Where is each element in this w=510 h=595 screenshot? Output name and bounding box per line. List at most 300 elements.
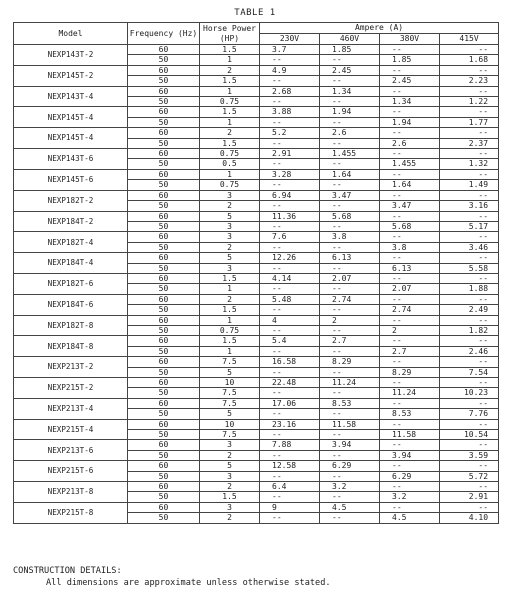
ampere-380v-cell: -- — [380, 65, 440, 75]
ampere-415v-cell: 2.91 — [440, 492, 499, 502]
ampere-230v-cell: -- — [260, 159, 320, 169]
frequency-cell: 60 — [128, 315, 200, 325]
model-cell: NEXP213T-4 — [14, 398, 128, 419]
ampere-230v-cell: -- — [260, 55, 320, 65]
frequency-cell: 60 — [128, 357, 200, 367]
ampere-380v-cell: 1.85 — [380, 55, 440, 65]
model-cell: NEXP182T-8 — [14, 315, 128, 336]
ampere-460v-cell: 11.24 — [320, 378, 380, 388]
ampere-415v-cell: 1.88 — [440, 284, 499, 294]
ampere-415v-cell: 7.76 — [440, 409, 499, 419]
ampere-460v-cell: 2.7 — [320, 336, 380, 346]
frequency-cell: 60 — [128, 211, 200, 221]
ampere-460v-cell: 3.47 — [320, 190, 380, 200]
ampere-415v-cell: -- — [440, 190, 499, 200]
frequency-cell: 60 — [128, 232, 200, 242]
ampere-380v-cell: -- — [380, 461, 440, 471]
ampere-415v-cell: 2.46 — [440, 346, 499, 356]
header-row-top — [14, 23, 499, 34]
ampere-380v-cell: -- — [380, 149, 440, 159]
ampere-380v-cell: 8.53 — [380, 409, 440, 419]
ampere-380v-cell: -- — [380, 378, 440, 388]
horse-power-cell: 1.5 — [200, 273, 260, 283]
ampere-415v-cell: -- — [440, 169, 499, 179]
ampere-230v-cell: -- — [260, 388, 320, 398]
ampere-230v-cell: -- — [260, 117, 320, 127]
frequency-cell: 50 — [128, 305, 200, 315]
header-380v: 380V — [380, 34, 440, 45]
horse-power-cell: 2 — [200, 201, 260, 211]
frequency-cell: 50 — [128, 284, 200, 294]
frequency-cell: 50 — [128, 325, 200, 335]
table-row — [14, 149, 499, 159]
ampere-230v-cell: 7.6 — [260, 232, 320, 242]
ampere-415v-cell: 2.23 — [440, 76, 499, 86]
ampere-415v-cell: -- — [440, 273, 499, 283]
table-row — [14, 336, 499, 346]
horse-power-cell: 2 — [200, 513, 260, 523]
frequency-cell: 60 — [128, 273, 200, 283]
ampere-415v-cell: -- — [440, 107, 499, 117]
table-row — [14, 45, 499, 55]
frequency-cell: 60 — [128, 378, 200, 388]
header-horse-power: Horse Power (HP) — [200, 23, 260, 45]
ampere-230v-cell: -- — [260, 138, 320, 148]
model-cell: NEXP215T-8 — [14, 502, 128, 523]
frequency-cell: 50 — [128, 180, 200, 190]
ampere-415v-cell: 10.54 — [440, 430, 499, 440]
horse-power-cell: 0.75 — [200, 97, 260, 107]
ampere-415v-cell: -- — [440, 128, 499, 138]
ampere-460v-cell: 6.13 — [320, 253, 380, 263]
frequency-cell: 50 — [128, 117, 200, 127]
table-row — [14, 107, 499, 117]
ampere-415v-cell: -- — [440, 482, 499, 492]
ampere-380v-cell: -- — [380, 502, 440, 512]
horse-power-cell: 1.5 — [200, 492, 260, 502]
table-row — [14, 273, 499, 283]
ampere-380v-cell: 1.455 — [380, 159, 440, 169]
ampere-460v-cell: 1.85 — [320, 45, 380, 55]
ampere-460v-cell: -- — [320, 138, 380, 148]
ampere-415v-cell: 3.16 — [440, 201, 499, 211]
ampere-230v-cell: 16.58 — [260, 357, 320, 367]
ampere-230v-cell: -- — [260, 450, 320, 460]
ampere-460v-cell: -- — [320, 159, 380, 169]
model-cell: NEXP182T-6 — [14, 273, 128, 294]
frequency-cell: 60 — [128, 419, 200, 429]
horse-power-cell: 1.5 — [200, 76, 260, 86]
ampere-460v-cell: 2.74 — [320, 294, 380, 304]
ampere-460v-cell: 3.94 — [320, 440, 380, 450]
ampere-380v-cell: -- — [380, 419, 440, 429]
ampere-380v-cell: 2.45 — [380, 76, 440, 86]
ampere-230v-cell: 5.2 — [260, 128, 320, 138]
horse-power-cell: 1 — [200, 86, 260, 96]
frequency-cell: 50 — [128, 242, 200, 252]
ampere-460v-cell: -- — [320, 305, 380, 315]
frequency-cell: 60 — [128, 294, 200, 304]
ampere-415v-cell: -- — [440, 45, 499, 55]
frequency-cell: 60 — [128, 398, 200, 408]
ampere-230v-cell: -- — [260, 242, 320, 252]
horse-power-cell: 0.5 — [200, 159, 260, 169]
horse-power-cell: 1 — [200, 55, 260, 65]
ampere-415v-cell: -- — [440, 378, 499, 388]
ampere-415v-cell: 5.58 — [440, 263, 499, 273]
ampere-380v-cell: -- — [380, 107, 440, 117]
horse-power-cell: 2 — [200, 294, 260, 304]
frequency-cell: 50 — [128, 221, 200, 231]
model-cell: NEXP184T-8 — [14, 336, 128, 357]
ampere-380v-cell: 6.29 — [380, 471, 440, 481]
frequency-cell: 50 — [128, 55, 200, 65]
horse-power-cell: 1 — [200, 346, 260, 356]
ampere-380v-cell: -- — [380, 336, 440, 346]
ampere-415v-cell: 1.22 — [440, 97, 499, 107]
ampere-230v-cell: 7.88 — [260, 440, 320, 450]
frequency-cell: 50 — [128, 97, 200, 107]
ampere-230v-cell: 3.7 — [260, 45, 320, 55]
model-cell: NEXP182T-4 — [14, 232, 128, 253]
horse-power-cell: 1.5 — [200, 138, 260, 148]
ampere-415v-cell: -- — [440, 461, 499, 471]
ampere-460v-cell: 5.68 — [320, 211, 380, 221]
ampere-460v-cell: -- — [320, 284, 380, 294]
horse-power-cell: 7.5 — [200, 357, 260, 367]
ampere-380v-cell: -- — [380, 357, 440, 367]
horse-power-cell: 5 — [200, 211, 260, 221]
ampere-230v-cell: -- — [260, 430, 320, 440]
ampere-460v-cell: -- — [320, 242, 380, 252]
ampere-380v-cell: 2.6 — [380, 138, 440, 148]
ampere-460v-cell: 1.94 — [320, 107, 380, 117]
frequency-cell: 50 — [128, 138, 200, 148]
table-row — [14, 253, 499, 263]
frequency-cell: 50 — [128, 450, 200, 460]
ampere-230v-cell: 22.48 — [260, 378, 320, 388]
frequency-cell: 60 — [128, 461, 200, 471]
horse-power-cell: 1 — [200, 169, 260, 179]
ampere-230v-cell: -- — [260, 367, 320, 377]
horse-power-cell: 1.5 — [200, 45, 260, 55]
ampere-230v-cell: -- — [260, 180, 320, 190]
frequency-cell: 60 — [128, 86, 200, 96]
ampere-460v-cell: 3.8 — [320, 232, 380, 242]
horse-power-cell: 3 — [200, 440, 260, 450]
ampere-230v-cell: 4.9 — [260, 65, 320, 75]
ampere-380v-cell: -- — [380, 273, 440, 283]
horse-power-cell: 1 — [200, 284, 260, 294]
ampere-230v-cell: -- — [260, 284, 320, 294]
ampere-415v-cell: 5.17 — [440, 221, 499, 231]
table-row — [14, 86, 499, 96]
ampere-380v-cell: 11.58 — [380, 430, 440, 440]
frequency-cell: 60 — [128, 65, 200, 75]
ampere-380v-cell: -- — [380, 45, 440, 55]
table-row — [14, 128, 499, 138]
horse-power-cell: 1.5 — [200, 107, 260, 117]
model-cell: NEXP215T-2 — [14, 378, 128, 399]
ampere-230v-cell: 2.91 — [260, 149, 320, 159]
ampere-230v-cell: 4 — [260, 315, 320, 325]
ampere-230v-cell: -- — [260, 97, 320, 107]
model-cell: NEXP145T-4 — [14, 128, 128, 149]
table-row — [14, 169, 499, 179]
ampere-380v-cell: 2.07 — [380, 284, 440, 294]
ampere-415v-cell: 1.32 — [440, 159, 499, 169]
frequency-cell: 60 — [128, 440, 200, 450]
table-row — [14, 502, 499, 512]
ampere-460v-cell: -- — [320, 221, 380, 231]
ampere-230v-cell: 4.14 — [260, 273, 320, 283]
model-cell: NEXP184T-2 — [14, 211, 128, 232]
ampere-230v-cell: -- — [260, 409, 320, 419]
ampere-380v-cell: 3.2 — [380, 492, 440, 502]
horse-power-cell: 10 — [200, 419, 260, 429]
ampere-460v-cell: 11.58 — [320, 419, 380, 429]
model-cell: NEXP213T-8 — [14, 482, 128, 503]
ampere-460v-cell: -- — [320, 117, 380, 127]
table-row — [14, 65, 499, 75]
header-model: Model — [14, 23, 128, 45]
frequency-cell: 60 — [128, 336, 200, 346]
horse-power-cell: 2 — [200, 65, 260, 75]
ampere-415v-cell: 1.68 — [440, 55, 499, 65]
ampere-230v-cell: 9 — [260, 502, 320, 512]
header-230v: 230V — [260, 34, 320, 45]
horse-power-cell: 1 — [200, 117, 260, 127]
ampere-415v-cell: -- — [440, 315, 499, 325]
ampere-415v-cell: -- — [440, 502, 499, 512]
frequency-cell: 50 — [128, 430, 200, 440]
table-row — [14, 378, 499, 388]
horse-power-cell: 1 — [200, 315, 260, 325]
ampere-460v-cell: 1.34 — [320, 86, 380, 96]
model-cell: NEXP145T-4 — [14, 107, 128, 128]
table-row — [14, 461, 499, 471]
ampere-380v-cell: 3.8 — [380, 242, 440, 252]
ampere-230v-cell: 23.16 — [260, 419, 320, 429]
horse-power-cell: 2 — [200, 242, 260, 252]
ampere-230v-cell: 11.36 — [260, 211, 320, 221]
table-row — [14, 190, 499, 200]
frequency-cell: 50 — [128, 409, 200, 419]
model-cell: NEXP143T-6 — [14, 149, 128, 170]
ampere-415v-cell: -- — [440, 86, 499, 96]
header-frequency: Frequency (Hz) — [128, 23, 200, 45]
ampere-230v-cell: -- — [260, 325, 320, 335]
horse-power-cell: 5 — [200, 461, 260, 471]
horse-power-cell: 3 — [200, 263, 260, 273]
ampere-460v-cell: 1.455 — [320, 149, 380, 159]
ampere-415v-cell: 2.37 — [440, 138, 499, 148]
ampere-460v-cell: -- — [320, 180, 380, 190]
model-cell: NEXP215T-4 — [14, 419, 128, 440]
ampere-380v-cell: -- — [380, 294, 440, 304]
ampere-460v-cell: -- — [320, 346, 380, 356]
table-title: TABLE 1 — [234, 8, 276, 18]
ampere-380v-cell: 6.13 — [380, 263, 440, 273]
ampere-230v-cell: 6.94 — [260, 190, 320, 200]
frequency-cell: 60 — [128, 482, 200, 492]
model-cell: NEXP143T-2 — [14, 45, 128, 66]
ampere-380v-cell: -- — [380, 169, 440, 179]
ampere-230v-cell: -- — [260, 471, 320, 481]
header-460v: 460V — [320, 34, 380, 45]
model-cell: NEXP215T-6 — [14, 461, 128, 482]
horse-power-cell: 3 — [200, 232, 260, 242]
ampere-460v-cell: -- — [320, 492, 380, 502]
ampere-380v-cell: 1.94 — [380, 117, 440, 127]
model-cell: NEXP143T-4 — [14, 86, 128, 107]
ampere-230v-cell: -- — [260, 221, 320, 231]
table-row — [14, 482, 499, 492]
ampere-380v-cell: 5.68 — [380, 221, 440, 231]
specs-table — [13, 22, 499, 524]
ampere-230v-cell: 12.58 — [260, 461, 320, 471]
ampere-460v-cell: -- — [320, 325, 380, 335]
ampere-460v-cell: 3.2 — [320, 482, 380, 492]
ampere-460v-cell: -- — [320, 388, 380, 398]
ampere-460v-cell: 8.29 — [320, 357, 380, 367]
ampere-230v-cell: 6.4 — [260, 482, 320, 492]
ampere-380v-cell: 2.7 — [380, 346, 440, 356]
horse-power-cell: 0.75 — [200, 149, 260, 159]
ampere-460v-cell: -- — [320, 471, 380, 481]
ampere-380v-cell: -- — [380, 232, 440, 242]
table-row — [14, 357, 499, 367]
ampere-380v-cell: -- — [380, 211, 440, 221]
ampere-460v-cell: 2.6 — [320, 128, 380, 138]
ampere-380v-cell: 11.24 — [380, 388, 440, 398]
ampere-380v-cell: -- — [380, 128, 440, 138]
horse-power-cell: 0.75 — [200, 180, 260, 190]
frequency-cell: 60 — [128, 502, 200, 512]
ampere-460v-cell: -- — [320, 76, 380, 86]
frequency-cell: 60 — [128, 253, 200, 263]
model-cell: NEXP145T-6 — [14, 169, 128, 190]
frequency-cell: 60 — [128, 107, 200, 117]
ampere-415v-cell: -- — [440, 232, 499, 242]
ampere-415v-cell: -- — [440, 357, 499, 367]
ampere-460v-cell: -- — [320, 450, 380, 460]
frequency-cell: 50 — [128, 346, 200, 356]
ampere-415v-cell: 7.54 — [440, 367, 499, 377]
model-cell: NEXP145T-2 — [14, 65, 128, 86]
frequency-cell: 50 — [128, 471, 200, 481]
ampere-460v-cell: -- — [320, 55, 380, 65]
ampere-415v-cell: -- — [440, 440, 499, 450]
header-415v: 415V — [440, 34, 499, 45]
ampere-380v-cell: -- — [380, 190, 440, 200]
ampere-415v-cell: -- — [440, 419, 499, 429]
model-cell: NEXP213T-6 — [14, 440, 128, 461]
header-ampere: Ampere (A) — [260, 23, 499, 34]
ampere-380v-cell: -- — [380, 253, 440, 263]
model-cell: NEXP184T-6 — [14, 294, 128, 315]
ampere-460v-cell: -- — [320, 513, 380, 523]
horse-power-cell: 3 — [200, 190, 260, 200]
frequency-cell: 50 — [128, 159, 200, 169]
ampere-380v-cell: -- — [380, 315, 440, 325]
ampere-460v-cell: 1.64 — [320, 169, 380, 179]
ampere-415v-cell: -- — [440, 65, 499, 75]
horse-power-cell: 5 — [200, 367, 260, 377]
ampere-230v-cell: -- — [260, 201, 320, 211]
ampere-460v-cell: -- — [320, 97, 380, 107]
horse-power-cell: 3 — [200, 502, 260, 512]
ampere-380v-cell: 3.94 — [380, 450, 440, 460]
ampere-415v-cell: 10.23 — [440, 388, 499, 398]
horse-power-cell: 7.5 — [200, 388, 260, 398]
table-row — [14, 440, 499, 450]
ampere-380v-cell: 2 — [380, 325, 440, 335]
ampere-230v-cell: -- — [260, 492, 320, 502]
ampere-380v-cell: -- — [380, 440, 440, 450]
ampere-415v-cell: 1.77 — [440, 117, 499, 127]
ampere-415v-cell: 4.10 — [440, 513, 499, 523]
ampere-230v-cell: 5.4 — [260, 336, 320, 346]
ampere-380v-cell: 2.74 — [380, 305, 440, 315]
ampere-415v-cell: 1.49 — [440, 180, 499, 190]
ampere-230v-cell: -- — [260, 263, 320, 273]
ampere-380v-cell: 1.34 — [380, 97, 440, 107]
ampere-230v-cell: 3.88 — [260, 107, 320, 117]
horse-power-cell: 1.5 — [200, 305, 260, 315]
ampere-415v-cell: -- — [440, 149, 499, 159]
horse-power-cell: 2 — [200, 450, 260, 460]
horse-power-cell: 3 — [200, 471, 260, 481]
ampere-415v-cell: 2.49 — [440, 305, 499, 315]
table-row — [14, 211, 499, 221]
horse-power-cell: 1.5 — [200, 336, 260, 346]
ampere-415v-cell: -- — [440, 336, 499, 346]
ampere-415v-cell: 1.82 — [440, 325, 499, 335]
horse-power-cell: 0.75 — [200, 325, 260, 335]
table-row — [14, 294, 499, 304]
ampere-230v-cell: 3.28 — [260, 169, 320, 179]
ampere-460v-cell: -- — [320, 201, 380, 211]
ampere-230v-cell: -- — [260, 346, 320, 356]
ampere-415v-cell: -- — [440, 211, 499, 221]
horse-power-cell: 10 — [200, 378, 260, 388]
ampere-460v-cell: 8.53 — [320, 398, 380, 408]
ampere-415v-cell: -- — [440, 398, 499, 408]
ampere-230v-cell: 5.48 — [260, 294, 320, 304]
frequency-cell: 50 — [128, 76, 200, 86]
horse-power-cell: 2 — [200, 128, 260, 138]
table-row — [14, 315, 499, 325]
ampere-460v-cell: -- — [320, 367, 380, 377]
ampere-380v-cell: -- — [380, 86, 440, 96]
ampere-460v-cell: 6.29 — [320, 461, 380, 471]
table-body — [14, 45, 499, 524]
ampere-415v-cell: -- — [440, 253, 499, 263]
ampere-380v-cell: 3.47 — [380, 201, 440, 211]
ampere-380v-cell: 1.64 — [380, 180, 440, 190]
construction-details-note: All dimensions are approximate unless otherwise stated. — [46, 578, 331, 588]
frequency-cell: 60 — [128, 169, 200, 179]
table-row — [14, 419, 499, 429]
ampere-460v-cell: -- — [320, 263, 380, 273]
frequency-cell: 60 — [128, 128, 200, 138]
table-row — [14, 398, 499, 408]
ampere-460v-cell: 4.5 — [320, 502, 380, 512]
frequency-cell: 50 — [128, 201, 200, 211]
model-cell: NEXP213T-2 — [14, 357, 128, 378]
ampere-460v-cell: -- — [320, 430, 380, 440]
